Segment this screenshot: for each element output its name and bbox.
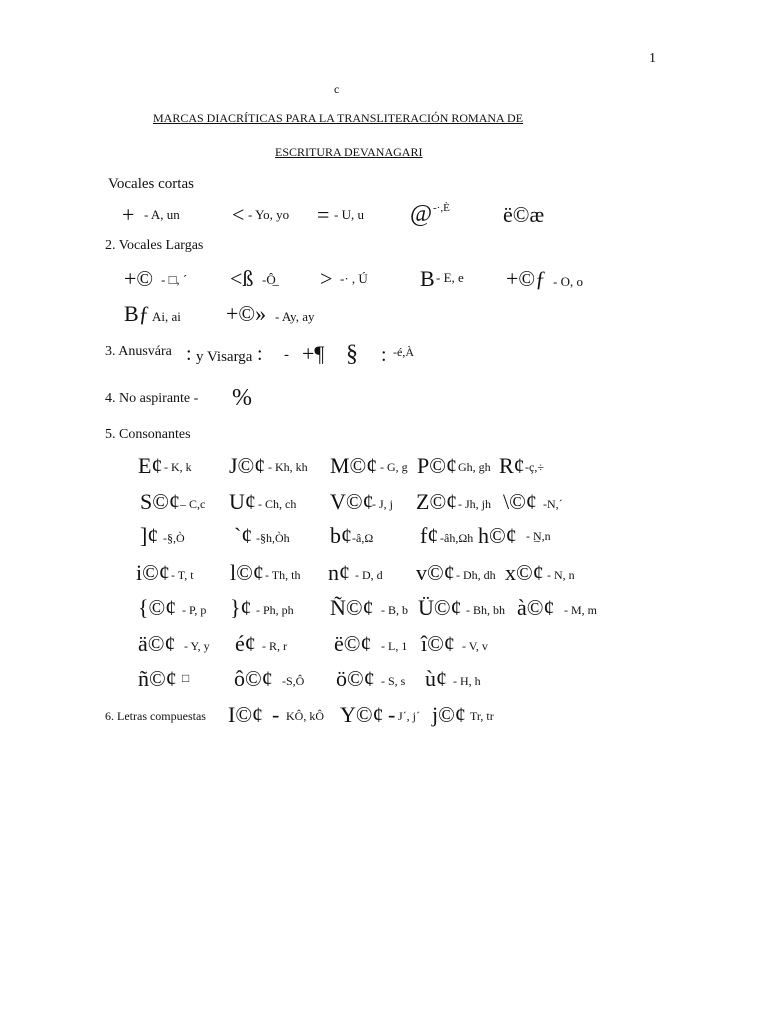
transliteration: - A, un: [144, 207, 180, 222]
devanagari-glyph: %: [232, 385, 252, 411]
transliteration: - O, o: [553, 274, 583, 289]
devanagari-glyph: h©¢: [478, 523, 517, 548]
transliteration: KÔ, kÔ: [286, 709, 324, 723]
transliteration: - Yo, yo: [248, 207, 290, 222]
transliteration: -âh,Ωh: [440, 531, 474, 545]
transliteration: Gh, gh: [458, 460, 491, 474]
transliteration: - V, v: [462, 639, 488, 653]
transliteration: - K, k: [164, 460, 192, 474]
transliteration: - Ay, ay: [275, 309, 315, 324]
transliteration: - P, p: [182, 603, 207, 617]
transliteration: Ai, ai: [152, 309, 181, 324]
devanagari-glyph: +©: [124, 266, 154, 291]
top-mark: c: [334, 82, 340, 96]
devanagari-glyph: R¢: [499, 453, 525, 478]
devanagari-glyph: @: [410, 201, 433, 227]
section-heading: 5. Consonantes: [105, 427, 191, 442]
transliteration: -§h,Òh: [256, 531, 290, 545]
devanagari-glyph: i©¢: [136, 560, 170, 585]
colon-mark: :: [381, 344, 387, 366]
transliteration: - D, d: [355, 568, 383, 582]
transliteration: - U, u: [334, 207, 364, 222]
transliteration: □: [182, 671, 190, 685]
devanagari-glyph: é¢: [235, 631, 256, 656]
section-heading: 4. No aspirante -: [105, 391, 199, 406]
transliteration: - Y, y: [184, 639, 210, 653]
transliteration: - Jh, jh: [458, 497, 491, 511]
devanagari-glyph: {©¢: [138, 595, 177, 620]
devanagari-glyph: P©¢: [417, 453, 457, 478]
transliteration: - L, 1: [381, 639, 408, 653]
devanagari-glyph: +©»: [226, 301, 267, 326]
devanagari-glyph: Y©¢: [340, 702, 384, 727]
section-heading: Vocales cortas: [108, 176, 194, 192]
devanagari-glyph: =: [317, 202, 330, 227]
devanagari-glyph: f¢: [420, 523, 439, 548]
devanagari-glyph: à©¢: [517, 595, 555, 620]
devanagari-glyph: M©¢: [330, 453, 378, 478]
transliteration: -S,Ô: [282, 674, 305, 688]
transliteration: - T, t: [171, 568, 194, 582]
dash: -: [272, 702, 280, 727]
devanagari-glyph: b¢: [330, 523, 352, 548]
transliteration: Tr, tr: [470, 709, 494, 723]
devanagari-glyph: B: [420, 266, 435, 291]
devanagari-glyph: ô©¢: [234, 666, 273, 691]
transliteration: - G, g: [380, 460, 408, 474]
devanagari-glyph: Ü©¢: [418, 595, 462, 620]
title-line-1: MARCAS DIACRÍTICAS PARA LA TRANSLITERACIÓN ROMANA DE: [153, 111, 524, 125]
devanagari-glyph: ä©¢: [138, 631, 176, 656]
transliteration: - Th, th: [265, 568, 301, 582]
devanagari-glyph: E¢: [138, 453, 163, 478]
devanagari-glyph: §: [346, 341, 358, 367]
devanagari-glyph: ù¢: [425, 666, 447, 691]
transliteration: - B, b: [381, 603, 408, 617]
devanagari-glyph: î©¢: [421, 631, 455, 656]
transliteration: - Ch, ch: [258, 497, 297, 511]
transliteration: -· , Ú: [340, 271, 368, 286]
devanagari-glyph: `¢: [234, 523, 253, 548]
page-number: 1: [649, 51, 656, 66]
dash: -: [284, 347, 289, 363]
devanagari-glyph: ë©¢: [334, 631, 372, 656]
transliteration: -§,Ò: [163, 531, 185, 545]
transliteration: - N, n: [547, 568, 575, 582]
title-line-2: ESCRITURA DEVANAGARI: [275, 145, 423, 159]
devanagari-glyph: U¢: [229, 489, 256, 514]
colon-mark: :: [257, 343, 263, 365]
transliteration: - Bh, bh: [466, 603, 505, 617]
section-heading: 3. Anusvára: [105, 344, 172, 359]
devanagari-glyph: <: [232, 202, 245, 227]
visarga-label: y Visarga: [196, 349, 253, 365]
transliteration: - Kh, kh: [268, 460, 308, 474]
transliteration: J´, j´: [398, 709, 420, 723]
transliteration: – C,c: [180, 497, 206, 511]
transliteration: -ç,÷: [525, 460, 544, 474]
devanagari-glyph: ö©¢: [336, 666, 375, 691]
section-heading: 6. Letras compuestas: [105, 709, 206, 723]
devanagari-glyph: >: [320, 266, 333, 291]
transliteration: - Dh, dh: [456, 568, 496, 582]
devanagari-glyph: Bƒ: [124, 301, 150, 326]
devanagari-glyph: Z©¢: [416, 489, 458, 514]
devanagari-glyph: ]¢: [140, 523, 159, 548]
devanagari-glyph: +¶: [302, 341, 325, 366]
colon-mark: :: [186, 343, 192, 365]
transliteration: - N̲,n: [526, 529, 551, 543]
transliteration: -Ô̲: [262, 272, 276, 287]
transliteration: - J, j: [372, 497, 393, 511]
transliteration: - H, h: [453, 674, 481, 688]
devanagari-glyph: S©¢: [140, 489, 180, 514]
section-heading: 2. Vocales Largas: [105, 238, 204, 253]
devanagari-glyph: l©¢: [230, 560, 264, 585]
devanagari-glyph: J©¢: [229, 453, 266, 478]
transliteration: - E, e: [436, 270, 464, 285]
transliteration: -N,´: [543, 497, 563, 511]
devanagari-glyph: V©¢: [330, 489, 374, 514]
devanagari-glyph: n¢: [328, 560, 350, 585]
devanagari-glyph: I©¢: [228, 702, 264, 727]
devanagari-glyph: +©ƒ: [506, 266, 547, 291]
devanagari-glyph: j©¢: [432, 702, 466, 727]
transliteration: -â,Ω: [352, 531, 374, 545]
devanagari-glyph: \©¢: [503, 489, 537, 514]
devanagari-glyph: +: [122, 202, 135, 227]
transliteration: - M, m: [564, 603, 597, 617]
transliteration: - R, r: [262, 639, 287, 653]
transliteration: -·,È: [433, 202, 450, 214]
transliteration: -é,À: [393, 345, 414, 359]
transliteration: - □, ´: [161, 272, 188, 287]
transliteration: - Ph, ph: [256, 603, 294, 617]
dash: -: [388, 702, 396, 727]
devanagari-glyph: ñ©¢: [138, 666, 177, 691]
devanagari-glyph: <ß: [230, 266, 254, 291]
devanagari-glyph: }¢: [230, 595, 252, 620]
devanagari-glyph: x©¢: [505, 560, 544, 585]
devanagari-glyph: v©¢: [416, 560, 455, 585]
devanagari-glyph: Ñ©¢: [330, 595, 374, 620]
transliteration: - S, s: [381, 674, 406, 688]
devanagari-glyph: ë©æ: [503, 202, 545, 227]
